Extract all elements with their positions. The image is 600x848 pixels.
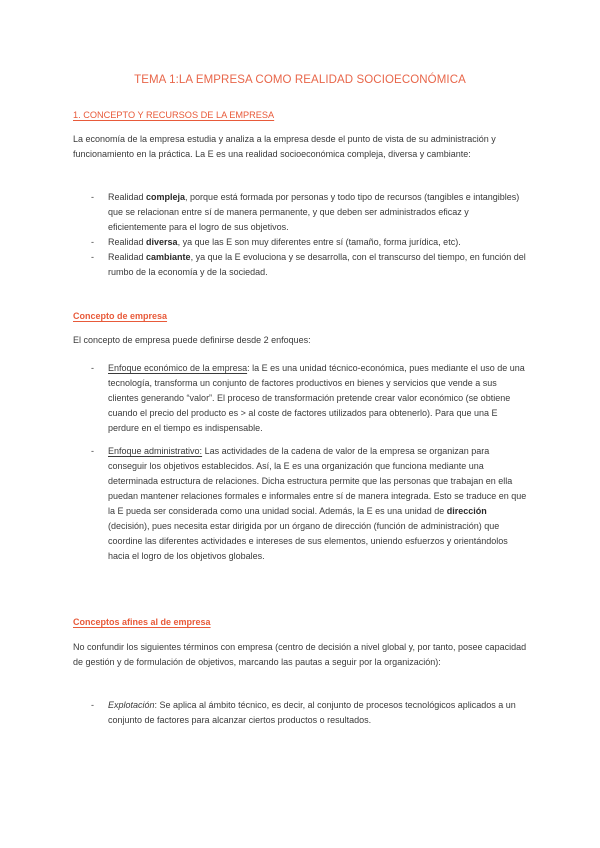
section-heading-conceptos-afines: Conceptos afines al de empresa: [73, 617, 211, 627]
italic-term: Explotación: [108, 700, 155, 710]
bullet-dash: -: [91, 363, 94, 373]
bold-term: compleja: [146, 192, 186, 202]
section3-intro-paragraph: No confundir los siguientes términos con empresa (centro de decisión a nivel global y, por tanto, posee capacidad de gestión y de formulación de objetivos, marcando las pautas a seguir por la organización):: [73, 642, 527, 667]
section3-bullet-list: [73, 698, 528, 728]
section2-bullet-list: [73, 361, 528, 564]
bold-term: diversa: [146, 237, 178, 247]
underlined-term: Enfoque administrativo:: [108, 446, 203, 456]
bold-term: dirección: [446, 506, 487, 516]
list-item: - Enfoque administrativo: Las actividades de la cadena de valor de la empresa se organizan para conseguir los objetivos establecidos. Así, la E es una organización que funciona mediante una determinada estructura de relaciones. Dicha estructura permite que las personas que trabajan en ella puedan mantener relaciones formales e informales entre sí de manera integrada. Esto se traduce en que la E pueda ser considerada como una unidad social. Además, la E es una unidad de dirección (decisión), pues necesita estar dirigida por un órgano de dirección (función de administración) que coordine las diferentes actividades e intereses de sus elementos, uniendo esfuerzos y orientándolos hacia el logro de los objetivos globales.: [91, 446, 527, 561]
bold-term: cambiante: [146, 252, 191, 262]
section2-intro-paragraph: El concepto de empresa puede definirse desde 2 enfoques:: [73, 335, 311, 345]
list-item: - Realidad cambiante, ya que la E evoluciona y se desarrolla, con el transcurso del tiempo, en función del rumbo de la economía y de la sociedad.: [91, 252, 526, 277]
document-title: TEMA 1:LA EMPRESA COMO REALIDAD SOCIOECONÓMICA: [134, 74, 466, 86]
list-item: - Realidad diversa, ya que las E son muy diferentes entre sí (tamaño, forma jurídica, etc).: [73, 235, 528, 250]
underlined-term: Enfoque económico de la empresa: [108, 363, 248, 373]
list-item: - Realidad compleja, porque está formada por personas y todo tipo de recursos (tangibles e intangibles) que se relacionan entre sí de manera permanente, y que deben ser administrados eficaz y eficientemente para el logro de sus objetivos.: [91, 192, 520, 232]
section-heading-concepto-empresa: Concepto de empresa: [73, 311, 168, 321]
bullet-dash: -: [91, 252, 94, 262]
section-heading-concepto-recursos: 1. CONCEPTO Y RECURSOS DE LA EMPRESA: [73, 110, 275, 120]
list-item: - Explotación: Se aplica al ámbito técnico, es decir, al conjunto de procesos tecnológicos aplicados a un conjunto de factores para alcanzar ciertos productos o resultados.: [91, 700, 516, 725]
bullet-dash: -: [91, 237, 94, 247]
section1-bullet-list: [73, 190, 528, 280]
section1-intro-paragraph: La economía de la empresa estudia y analiza a la empresa desde el punto de vista de su administración y funcionamiento en la práctica. La E es una realidad socioeconómica compleja, diversa y cambiante:: [73, 134, 496, 159]
list-item: - Enfoque económico de la empresa: la E es una unidad técnico-económica, pues mediante el uso de una tecnología, transforma un conjunto de factores productivos en bienes y servicios que vende a sus clientes generando “valor”. El proceso de transformación pretende crear valor económico (se obtiene cuando el precio del producto es > al coste de factores utilizados para obtenerlo). Para que una E perdure en el tiempo es indispensable.: [91, 363, 525, 433]
bullet-dash: -: [91, 700, 94, 710]
bullet-dash: -: [91, 192, 94, 202]
bullet-dash: -: [91, 446, 94, 456]
